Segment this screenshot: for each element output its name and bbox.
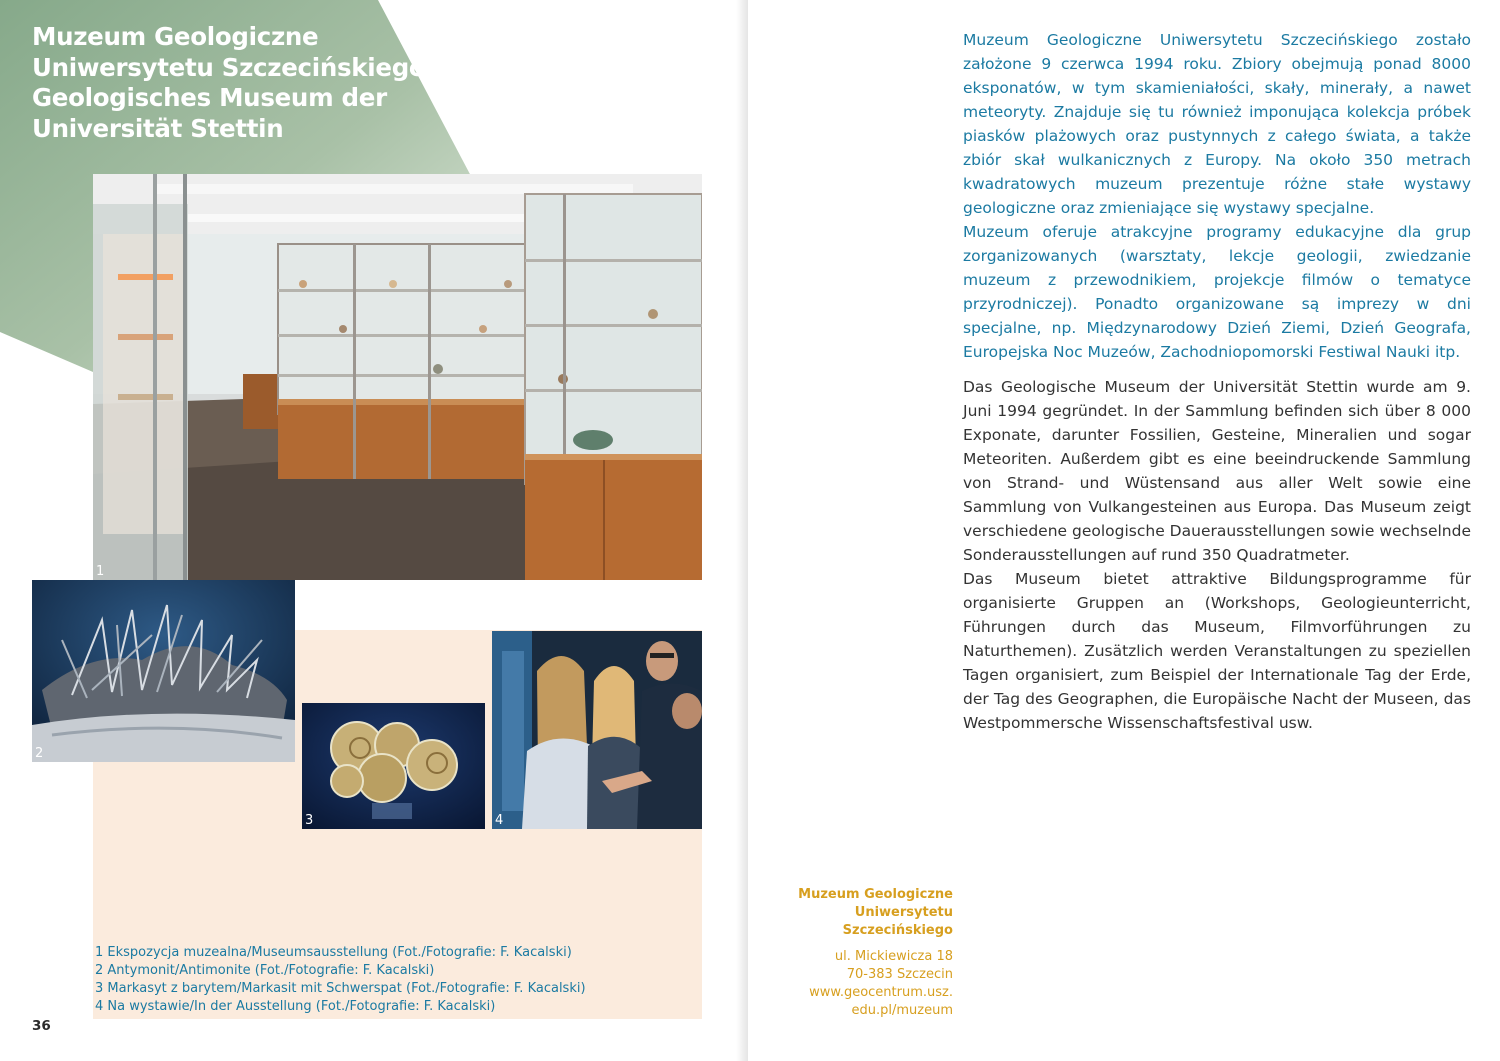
website-link-cont[interactable]: edu.pl/muzeum bbox=[851, 1003, 953, 1018]
caption-2: 2 Antymonit/Antimonite (Fot./Fotografie: F. Kacalski) bbox=[95, 963, 435, 978]
caption-3: 3 Markasyt z barytem/Markasit mit Schwerspat (Fot./Fotografie: F. Kacalski) bbox=[95, 981, 586, 996]
german-text bbox=[963, 375, 1471, 735]
photo-number: 4 bbox=[495, 813, 504, 828]
page-title: Muzeum Geologiczne Uniwersytetu Szczecińskiego / Geologisches Museum der Universität Stettin bbox=[32, 22, 443, 143]
antimonite-photo bbox=[32, 580, 295, 762]
polish-text bbox=[963, 28, 1471, 364]
marcasite-photo bbox=[302, 703, 485, 829]
right-page bbox=[748, 0, 1500, 1061]
exhibition-hall-photo bbox=[93, 174, 702, 580]
city-postcode: 70-383 Szczecin bbox=[846, 967, 953, 982]
museum-address bbox=[768, 886, 953, 1020]
photo-number: 3 bbox=[305, 813, 314, 828]
page-number: 36 bbox=[32, 1018, 51, 1034]
visitors-photo bbox=[492, 631, 702, 829]
photo-number: 1 bbox=[96, 564, 105, 579]
german-paragraph: Das Museum bietet attraktive Bildungsprogramme für organisierte Gruppen an (Workshops, Geologieunterricht, Führungen durch das Museum, Filmvorführungen zu Naturthemen). Zusätzlich werden Veranstaltungen zu speziellen Tagen organisiert, zum Beispiel der Internationale Tag der Erde, der Tag des Geographen, die Europäische Nacht der Museen, das Westpommersche Wissenschaftsfestival usw. bbox=[963, 570, 1471, 732]
photo-number: 2 bbox=[35, 746, 44, 761]
photo-captions bbox=[95, 944, 695, 1016]
street-address: ul. Mickiewicza 18 bbox=[834, 949, 953, 964]
caption-4: 4 Na wystawie/In der Ausstellung (Fot./Fotografie: F. Kacalski) bbox=[95, 999, 496, 1014]
polish-paragraph: Muzeum oferuje atrakcyjne programy edukacyjne dla grup zorganizowanych (warsztaty, lekcje geologii, zwiedzanie muzeum z przewodnikiem, projekcje filmów o tematyce przyrodniczej). Ponadto organizowane są imprezy w dni specjalne, np. Międzynarodowy Dzień Ziemi, Dzień Geografa, Europejska Noc Muzeów, Zachodniopomorski Festiwal Nauki itp. bbox=[963, 223, 1471, 361]
website-link[interactable]: www.geocentrum.usz. bbox=[809, 985, 953, 1000]
museum-name: Muzeum Geologiczne Uniwersytetu Szczecińskiego bbox=[798, 887, 953, 938]
caption-1: 1 Ekspozycja muzealna/Museumsausstellung (Fot./Fotografie: F. Kacalski) bbox=[95, 945, 572, 960]
polish-paragraph: Muzeum Geologiczne Uniwersytetu Szczecińskiego zostało założone 9 czerwca 1994 roku. Zbiory obejmują ponad 8000 eksponatów, w tym skamieniałości, skały, minerały, a nawet meteoryty. Znajduje się tu również imponująca kolekcja próbek piasków plażowych oraz pustynnych z całego świata, a także zbiór skał wulkanicznych z Europy. Na około 350 metrach kwadratowych muzeum prezentuje różne stałe wystawy geologiczne oraz zmieniające się wystawy specjalne. bbox=[963, 31, 1471, 217]
german-paragraph: Das Geologische Museum der Universität Stettin wurde am 9. Juni 1994 gegründet. In der Sammlung befinden sich über 8 000 Exponate, darunter Fossilien, Gesteine, Mineralien und sogar Meteoriten. Außerdem gibt es eine beeindruckende Sammlung von Strand- und Wüstensand aus aller Welt sowie eine Sammlung von Vulkangesteinen aus Europa. Das Museum zeigt verschiedene geologische Dauerausstellungen sowie wechselnde Sonderausstellungen auf rund 350 Quadratmeter. bbox=[963, 378, 1472, 564]
left-page bbox=[0, 0, 748, 1061]
